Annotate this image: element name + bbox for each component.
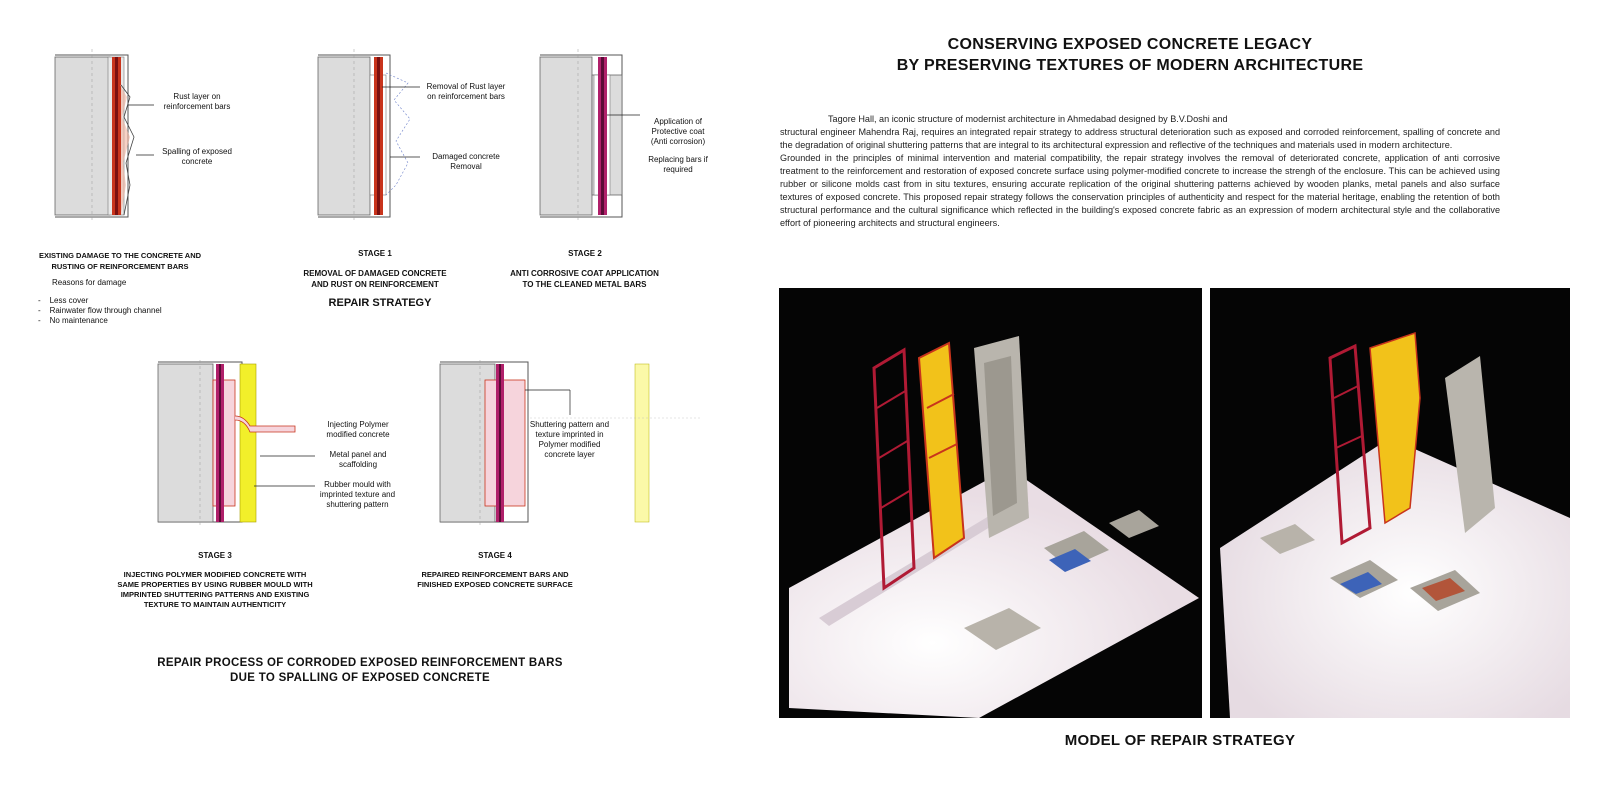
removal-rust-label: Removal of Rust layer on reinforcement bars xyxy=(426,82,506,101)
stage1-diagram xyxy=(290,45,520,225)
injecting-polymer-label: Injecting Polymer modified concrete xyxy=(326,420,390,439)
paragraph-2: Grounded in the principles of minimal intervention and material compatibility, the repair strategy involves the removal of deteriorated concrete, application of anti corrosive treatment to the reinforcement and restoration of exposed concrete surface using polymer-modified concrete to increase the strengh of the enclosure. This can be achieved using rubber or silicone molds cast from in situ textures, ensuring accurate replication of the original shuttering patterns achieved by wooden planks, metal panels and also surface textures of exposed concrete. This proposed repair strategy follows the conservation principles of authenticity and respect for the material heritage, enabling the retention of both structural performance and the cultural significance which reflected in the building's exposed concrete fabric as an expression of modern architectural style and the collaborative effort of pioneering architects and structural engineers. xyxy=(780,153,1500,228)
reason-item: - No maintenance xyxy=(38,316,108,325)
metal-panel-label: Metal panel and scaffolding xyxy=(329,450,387,469)
repair-strategy-heading: REPAIR STRATEGY xyxy=(328,297,432,309)
reasons-list xyxy=(38,296,238,326)
stage0-diagram xyxy=(30,45,250,225)
body-text xyxy=(780,113,1500,230)
stage4-title: STAGE 4 xyxy=(478,551,512,560)
stage3-diagram xyxy=(150,360,400,530)
stage2-title: STAGE 2 xyxy=(568,249,602,258)
repair-process-title: REPAIR PROCESS OF CORRODED EXPOSED REINFORCEMENT BARS DUE TO SPALLING OF EXPOSED CONCRETE xyxy=(157,657,563,684)
model-photo-2 xyxy=(1210,288,1570,718)
stage1-caption: REMOVAL OF DAMAGED CONCRETE AND RUST ON REINFORCEMENT xyxy=(303,269,447,289)
damaged-concrete-label: Damaged concrete Removal xyxy=(432,152,500,171)
paragraph-1-first-line: Tagore Hall, an iconic structure of modernist architecture in Ahmedabad designed by B.V.Doshi and xyxy=(828,114,1228,124)
page-title: CONSERVING EXPOSED CONCRETE LEGACY BY PRESERVING TEXTURES OF MODERN ARCHITECTURE xyxy=(896,36,1364,74)
reasons-title: Reasons for damage xyxy=(52,278,127,287)
model-caption: MODEL OF REPAIR STRATEGY xyxy=(1064,732,1296,749)
stage2-caption: ANTI CORROSIVE COAT APPLICATION TO THE CLEANED METAL BARS xyxy=(510,269,659,289)
stage0-caption: EXISTING DAMAGE TO THE CONCRETE AND RUSTING OF REINFORCEMENT BARS xyxy=(38,251,202,271)
stage0-section-drawing xyxy=(30,45,250,225)
stage1-title: STAGE 1 xyxy=(358,249,392,258)
rust-layer-label: Rust layer on reinforcement bars xyxy=(163,92,231,111)
reason-item: - Rainwater flow through channel xyxy=(38,306,162,315)
stage4-diagram xyxy=(430,360,700,530)
stage3-title: STAGE 3 xyxy=(198,551,232,560)
model-photo-2-image xyxy=(1210,288,1570,718)
stage2-diagram xyxy=(510,45,720,225)
replacing-bars-label: Replacing bars if required xyxy=(648,155,708,174)
stage4-caption: REPAIRED REINFORCEMENT BARS AND FINISHED EXPOSED CONCRETE SURFACE xyxy=(417,570,573,589)
reason-item: - Less cover xyxy=(38,296,89,305)
model-photo-1 xyxy=(779,288,1202,718)
rubber-mould-label: Rubber mould with imprinted texture and shuttering pattern xyxy=(319,480,396,509)
spalling-label: Spalling of exposed concrete xyxy=(162,147,232,166)
protective-coat-label: Application of Protective coat (Anti corrosion) xyxy=(650,117,706,146)
stage3-caption: INJECTING POLYMER MODIFIED CONCRETE WITH SAME PROPERTIES BY USING RUBBER MOULD WITH IMPRINTED SHUTTERING PATTERNS AND EXISTING TEXTURE TO MAINTAIN AUTHENTICITY xyxy=(117,570,313,609)
shuttering-pattern-label: Shuttering pattern and texture imprinted in Polymer modified concrete layer xyxy=(529,420,610,459)
stage1-section-drawing xyxy=(290,45,520,225)
model-photo-1-image xyxy=(779,288,1202,718)
paragraph-1: structural engineer Mahendra Raj, requires an integrated repair strategy to address structural deterioration such as exposed and corroded reinforcement, spalling of concrete and the degradation of original shuttering patterns that are integral to its architectural expression and reflective of the techniques and materials used in modern architecture. xyxy=(780,127,1500,150)
